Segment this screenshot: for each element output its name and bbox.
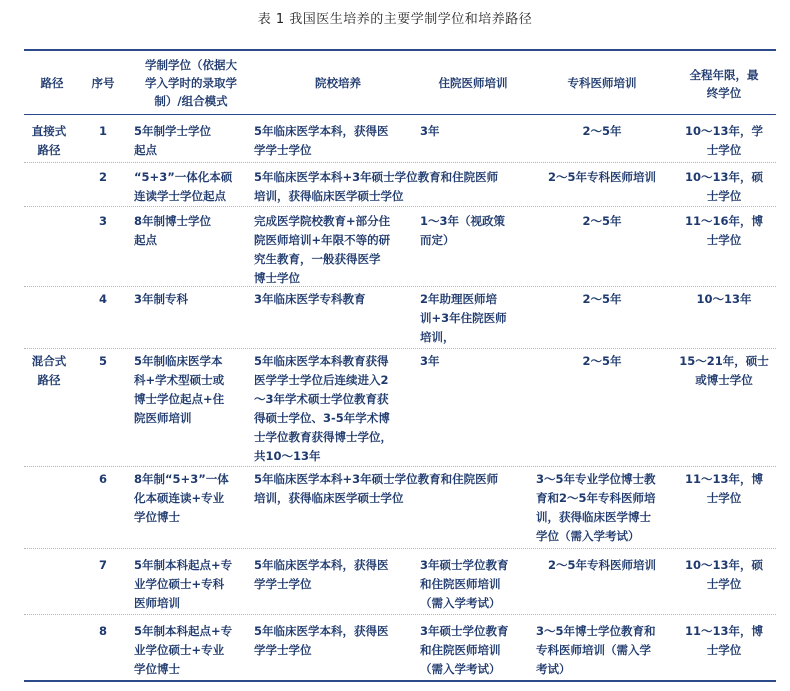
group-label-mixed: 混合式 路径 [31, 354, 67, 387]
table-row-5-mode: 5年制临床医学本 科+学术型硕士或 博士学位起点+住 院医师培训 [134, 354, 225, 425]
header-path: 路径 [40, 76, 64, 90]
table-row-3-specialist: 2～5年 [582, 214, 622, 228]
row-separator [24, 548, 776, 549]
table-row-5-school: 5年临床医学本科教育获得 医学学士学位后连续进入2 ～3年学术硕士学位教育获 得硕士学位、3-5年学术博 士学位教育获得博士学位， 共10～13年 [254, 354, 392, 463]
table-row-5-seq: 5 [98, 354, 107, 368]
table-row-1-seq: 1 [98, 124, 107, 138]
table-row-5-residency: 3年 [420, 354, 440, 368]
header-specialist: 专科医师培训 [567, 76, 637, 90]
table-row-3-school: 完成医学院校教育+部分住 院医师培训+年限不等的研 究生教育，一般获得医学 博士学位 [254, 214, 391, 285]
table-row-4-total: 10～13年 [696, 292, 752, 306]
group-label-direct: 直接式 路径 [31, 124, 67, 157]
table-row-8-mode: 5年制本科起点+专 业学位硕士+专业 学位博士 [134, 624, 233, 676]
table-row-3-residency: 1～3年（视政策 而定） [420, 214, 506, 247]
table-row-2-school: 5年临床医学本科+3年硕士学位教育和住院医师 培训，获得临床医学硕士学位 [254, 170, 499, 203]
table-row-8-school: 5年临床医学本科，获得医 学学士学位 [254, 624, 389, 657]
table-row-3-total: 11～16年，博 士学位 [684, 214, 763, 247]
table-bottom-rule [24, 680, 776, 682]
table-row-1-specialist: 2～5年 [582, 124, 622, 138]
table-row-4-seq: 4 [98, 292, 107, 306]
row-separator [24, 614, 776, 615]
table-row-8-seq: 8 [98, 624, 107, 638]
row-separator [24, 348, 776, 349]
table-row-7-school: 5年临床医学本科，获得医 学学士学位 [254, 558, 389, 591]
header-school: 院校培养 [315, 76, 361, 90]
table-row-1-total: 10～13年，学 士学位 [684, 124, 763, 157]
table-row-7-specialist: 2～5年专科医师培训 [547, 558, 656, 572]
table-row-3-seq: 3 [98, 214, 107, 228]
header-total: 全程年限，最 终学位 [689, 68, 759, 100]
table-row-6-total: 11～13年，博 士学位 [684, 472, 763, 505]
header-residency: 住院医师培训 [438, 76, 508, 90]
header-mode: 学制学位（依据大 学入学时的录取学 制）/组合模式 [145, 58, 237, 108]
table-row-7-seq: 7 [98, 558, 107, 572]
table-row-1-school: 5年临床医学本科，获得医 学学士学位 [254, 124, 389, 157]
row-separator [24, 162, 776, 163]
table-caption: 表 1 我国医生培养的主要学制学位和培养路径 [257, 12, 533, 27]
row-separator [24, 286, 776, 287]
table-row-6-specialist: 3～5年专业学位博士教 育和2～5年专科医师培 训，获得临床医学博士 学位（需入学考试） [536, 472, 656, 543]
table-row-4-residency: 2年助理医师培 训+3年住院医师 培训， [420, 292, 507, 344]
table-row-7-total: 10～13年，硕 士学位 [684, 558, 763, 591]
table-row-4-specialist: 2～5年 [582, 292, 622, 306]
table-row-6-mode: 8年制“5+3”一体 化本硕连读+专业 学位博士 [134, 472, 229, 524]
table-row-7-residency: 3年硕士学位教育 和住院医师培训 （需入学考试） [420, 558, 509, 610]
table-top-rule [24, 49, 776, 51]
table-row-7-mode: 5年制本科起点+专 业学位硕士+专科 医师培训 [134, 558, 233, 610]
table-row-3-mode: 8年制博士学位 起点 [134, 214, 212, 247]
table-row-1-mode: 5年制学士学位 起点 [134, 124, 212, 157]
table-row-6-seq: 6 [98, 472, 107, 486]
table-row-2-total: 10～13年，硕 士学位 [684, 170, 763, 203]
table-row-6-school: 5年临床医学本科+3年硕士学位教育和住院医师 培训，获得临床医学硕士学位 [254, 472, 499, 505]
table-row-4-school: 3年临床医学专科教育 [254, 292, 366, 306]
table-row-5-total: 15～21年，硕士 或博士学位 [679, 354, 769, 387]
table-row-8-total: 11～13年，博 士学位 [684, 624, 763, 657]
table-row-4-mode: 3年制专科 [134, 292, 189, 306]
table-row-2-mode: “5+3”一体化本硕 连读学士学位起点 [134, 170, 233, 203]
table-row-8-residency: 3年硕士学位教育 和住院医师培训 （需入学考试） [420, 624, 509, 676]
header-seq: 序号 [91, 76, 115, 90]
table-row-2-specialist: 2～5年专科医师培训 [547, 170, 656, 184]
table-header-rule [24, 114, 776, 115]
table-row-8-specialist: 3～5年博士学位教育和 专科医师培训（需入学 考试） [536, 624, 656, 676]
row-separator [24, 466, 776, 467]
table-row-1-residency: 3年 [420, 124, 440, 138]
table-row-5-specialist: 2～5年 [582, 354, 622, 368]
table-row-2-seq: 2 [98, 170, 107, 184]
row-separator [24, 206, 776, 207]
